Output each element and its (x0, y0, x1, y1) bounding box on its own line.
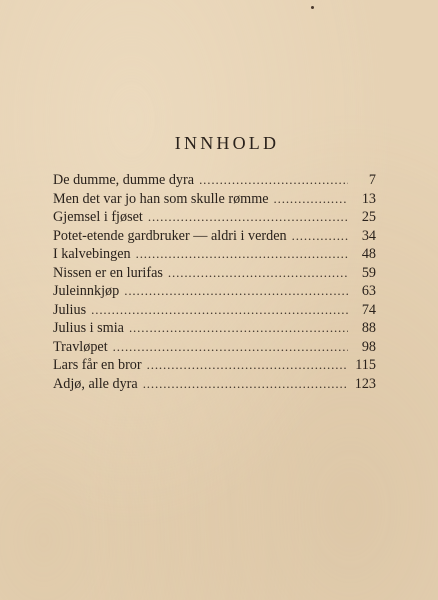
toc-entry-title: Julius i smia (53, 320, 124, 336)
toc-entry-page: 63 (361, 283, 376, 299)
dot-leader (91, 301, 348, 320)
dot-leader (199, 171, 348, 190)
toc-entry-title: Nissen er en lurifas (53, 264, 163, 281)
toc-entry-page: 88 (361, 320, 376, 336)
dot-leader (292, 227, 348, 246)
dot-leader (113, 338, 348, 357)
dot-leader (129, 319, 348, 338)
toc-entry-page: 13 (361, 190, 376, 207)
dot-leader (274, 190, 348, 209)
toc-entry-title: Adjø, alle dyra (53, 375, 138, 392)
toc-entry-page: 48 (361, 246, 376, 262)
toc-entry (53, 264, 376, 283)
toc-entry-title: Potet-etende gardbruker — aldri i verden (53, 227, 287, 244)
toc-entry (53, 190, 376, 209)
toc-entry (53, 171, 376, 190)
toc-entry-page: 74 (361, 301, 376, 318)
toc-entry-page: 34 (361, 227, 376, 244)
toc-entry-page: 25 (361, 209, 376, 225)
toc-entry-page: 7 (368, 172, 376, 188)
toc-entry (53, 208, 376, 227)
toc-entry-title: Lars får en bror (53, 357, 142, 373)
toc-entry (53, 356, 376, 375)
toc-entry-title: Travløpet (53, 338, 108, 355)
dot-leader (143, 375, 348, 394)
toc-entry (53, 375, 376, 394)
toc-entry (53, 301, 376, 320)
toc-entry (53, 245, 376, 264)
dot-leader (136, 245, 348, 264)
dot-leader (168, 264, 348, 283)
toc-entry-page: 115 (355, 357, 376, 373)
toc-entry (53, 319, 376, 338)
toc-entry-title: Juleinnkjøp (53, 283, 120, 299)
toc-entry-page: 98 (361, 338, 376, 355)
page-title: INNHOLD (174, 133, 280, 153)
toc-entry-page: 123 (354, 375, 376, 392)
dot-leader (124, 282, 348, 301)
ink-speck (311, 6, 314, 9)
toc-entry-page: 59 (361, 264, 376, 281)
toc-entry-title: Julius (53, 301, 87, 318)
toc-entry-title: De dumme, dumme dyra (53, 172, 195, 188)
dot-leader (147, 356, 348, 375)
toc-entry-title: I kalvebingen (53, 246, 131, 262)
toc-entry (53, 227, 376, 246)
dot-leader (148, 208, 348, 227)
toc-entry (53, 282, 376, 301)
table-of-contents (53, 171, 376, 393)
toc-entry-title: Men det var jo han som skulle rømme (53, 190, 269, 207)
toc-entry-title: Gjemsel i fjøset (53, 209, 143, 225)
toc-entry (53, 338, 376, 357)
